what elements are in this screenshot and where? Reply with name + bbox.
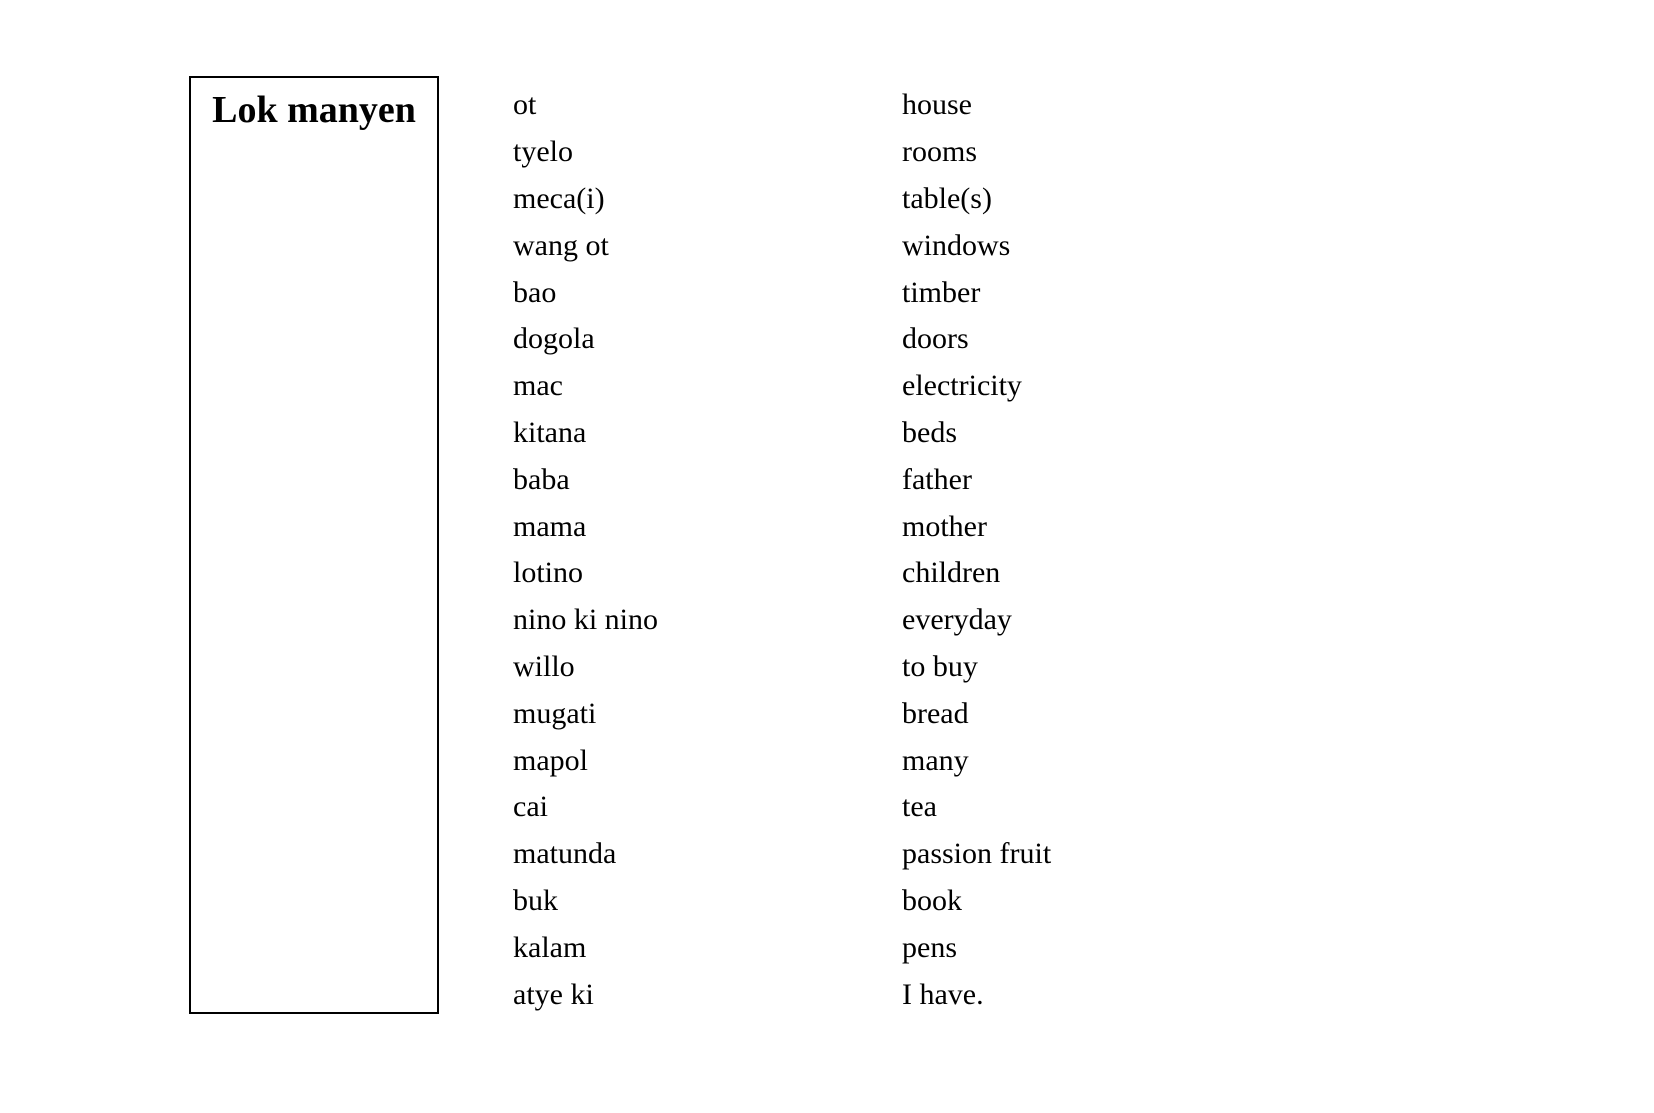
vocabulary-word: mugati: [513, 696, 597, 730]
vocabulary-word: bao: [513, 275, 557, 309]
vocabulary-word: mapol: [513, 743, 588, 777]
vocabulary-word: buk: [513, 883, 558, 917]
vocabulary-translation: I have.: [902, 977, 984, 1011]
vocabulary-word: atye ki: [513, 977, 594, 1011]
vocabulary-row: [513, 410, 1213, 457]
vocabulary-translation: timber: [902, 275, 981, 309]
vocabulary-word: kalam: [513, 930, 587, 964]
vocabulary-word: lotino: [513, 556, 584, 590]
vocabulary-translation: electricity: [902, 369, 1022, 403]
vocabulary-row: [513, 971, 1213, 1018]
vocabulary-translation: book: [902, 883, 962, 917]
title-box: [189, 76, 439, 1014]
vocabulary-word: mac: [513, 369, 563, 403]
vocabulary-word: matunda: [513, 837, 617, 871]
vocabulary-row: [513, 316, 1213, 363]
vocabulary-translation: many: [902, 743, 969, 777]
vocabulary-row: [513, 550, 1213, 597]
vocabulary-word: meca(i): [513, 181, 605, 215]
vocabulary-row: [513, 176, 1213, 223]
vocabulary-word: cai: [513, 790, 548, 824]
vocabulary-translation: tea: [902, 790, 937, 824]
vocabulary-translation: children: [902, 556, 1001, 590]
vocabulary-word: willo: [513, 649, 575, 683]
vocabulary-row: [513, 82, 1213, 129]
vocabulary-translation: pens: [902, 930, 957, 964]
vocabulary-translation: bread: [902, 696, 969, 730]
vocabulary-row: [513, 831, 1213, 878]
vocabulary-word: nino ki nino: [513, 603, 659, 637]
vocabulary-word: wang ot: [513, 228, 609, 262]
vocabulary-row: [513, 924, 1213, 971]
page-title: Lok manyen: [212, 89, 416, 131]
vocabulary-word: dogola: [513, 322, 595, 356]
vocabulary-row: [513, 644, 1213, 691]
vocabulary-translation: beds: [902, 415, 957, 449]
vocabulary-translation: mother: [902, 509, 987, 543]
vocabulary-translation: father: [902, 462, 972, 496]
vocabulary-word: mama: [513, 509, 587, 543]
vocabulary-row: [513, 690, 1213, 737]
vocabulary-word: baba: [513, 462, 570, 496]
vocabulary-row: [513, 363, 1213, 410]
vocabulary-row: [513, 503, 1213, 550]
vocabulary-row: [513, 878, 1213, 925]
vocabulary-translation: everyday: [902, 603, 1012, 637]
vocabulary-row: [513, 129, 1213, 176]
vocabulary-translation: windows: [902, 228, 1011, 262]
vocabulary-translation: rooms: [902, 135, 977, 169]
vocabulary-row: [513, 269, 1213, 316]
vocabulary-row: [513, 597, 1213, 644]
vocabulary-row: [513, 784, 1213, 831]
vocabulary-word: kitana: [513, 415, 587, 449]
vocabulary-word: ot: [513, 88, 537, 122]
vocabulary-word: tyelo: [513, 135, 573, 169]
vocabulary-translation: table(s): [902, 181, 992, 215]
vocabulary-translation: house: [902, 88, 972, 122]
vocabulary-row: [513, 737, 1213, 784]
vocabulary-translation: doors: [902, 322, 969, 356]
vocabulary-translation: passion fruit: [902, 837, 1052, 871]
vocabulary-translation: to buy: [902, 649, 978, 683]
vocabulary-row: [513, 456, 1213, 503]
vocabulary-list: [513, 82, 1213, 1018]
vocabulary-row: [513, 222, 1213, 269]
